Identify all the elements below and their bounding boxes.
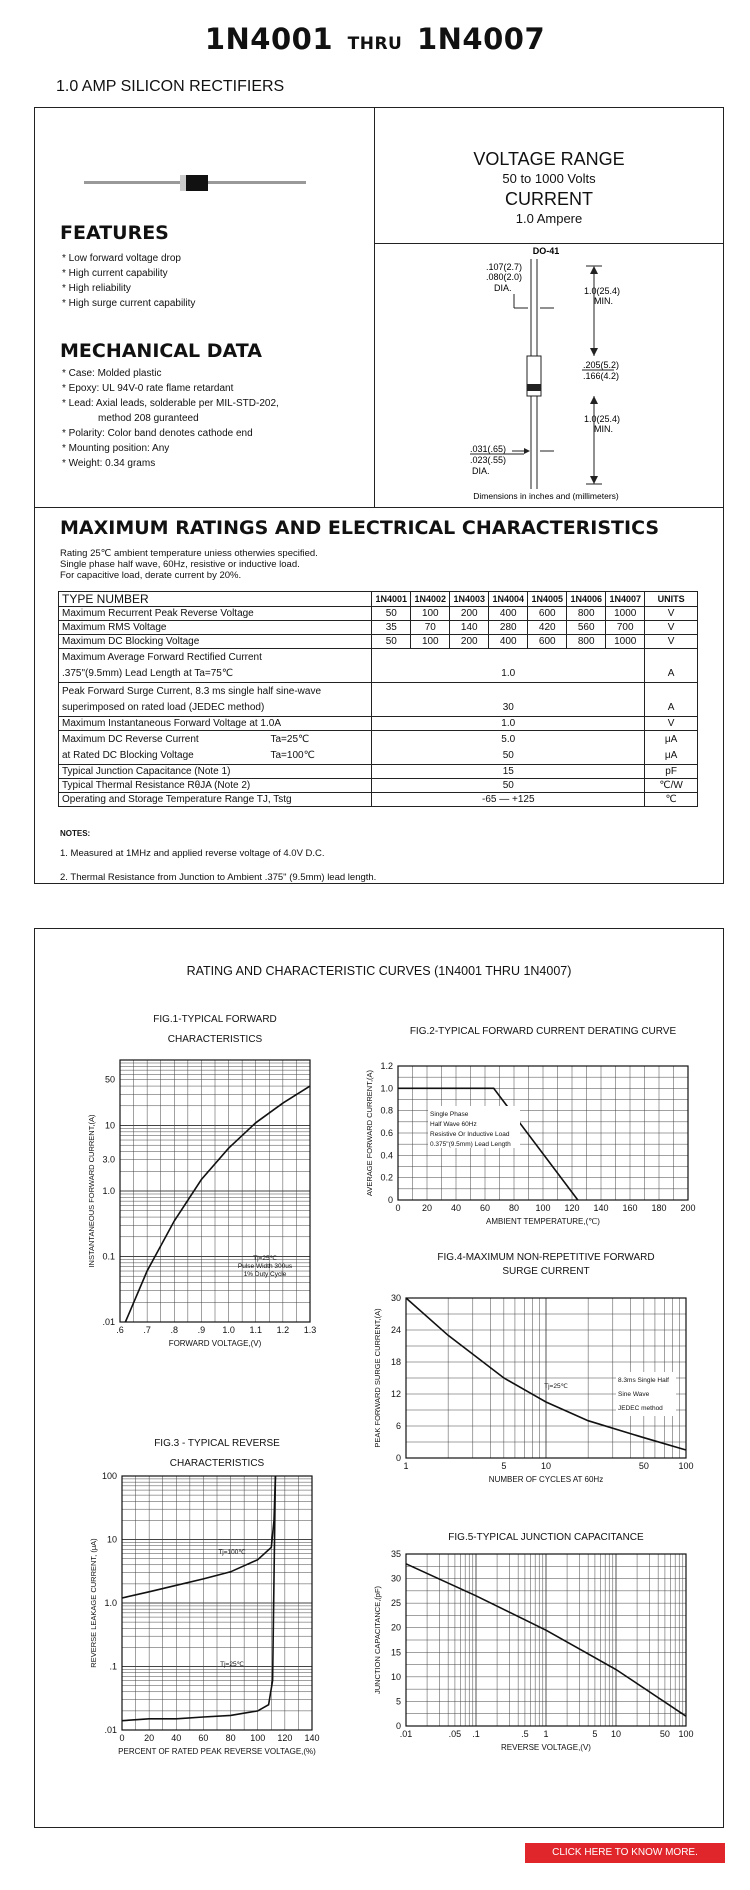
y-tick-label: 24 (390, 1325, 401, 1335)
x-tick-label: 0 (395, 1203, 401, 1213)
y-tick-label: 0 (387, 1195, 393, 1205)
annotation: Resistive Or Inductive Load (430, 1131, 510, 1138)
current-value: 1.0 Ampere (515, 211, 583, 226)
x-tick-label: .9 (197, 1325, 206, 1335)
table-row: Maximum Instantaneous Forward Voltage at 1.0A 1.0 V (59, 717, 698, 731)
x-tick-label: 1.2 (276, 1325, 290, 1335)
x-tick-label: 10 (540, 1461, 552, 1471)
table-header-row: TYPE NUMBER 1N4001 1N4002 1N4003 1N4004 1N4005 1N4006 1N4007 UNITS (59, 592, 698, 607)
notes-heading: NOTES: (60, 829, 91, 838)
chart-fig3 (89, 1438, 320, 1756)
x-tick-label: 40 (450, 1203, 462, 1213)
features-heading: FEATURES (60, 222, 169, 244)
x-tick-label: 1 (403, 1461, 409, 1471)
table-row: Peak Forward Surge Current, 8.3 ms single half sine-wave (59, 683, 698, 700)
x-axis-label: NUMBER OF CYCLES AT 60Hz (488, 1475, 604, 1484)
y-tick-label: .01 (104, 1725, 117, 1735)
y-tick-label: 20 (390, 1622, 401, 1633)
chart-fig2 (365, 1026, 696, 1226)
svg-text:.080(2.0): .080(2.0) (486, 272, 523, 282)
x-axis-label: FORWARD VOLTAGE,(V) (168, 1339, 262, 1348)
series-line (122, 1476, 275, 1598)
chart-fig5 (373, 1532, 694, 1752)
x-tick-label: .01 (399, 1729, 413, 1739)
y-tick-label: 15 (390, 1647, 401, 1658)
ratings-heading: MAXIMUM RATINGS AND ELECTRICAL CHARACTERISTICS (60, 517, 660, 539)
feature-item: * High current capability (62, 268, 168, 279)
x-tick-label: 120 (564, 1203, 580, 1213)
y-tick-label: 0.8 (380, 1105, 393, 1116)
annotation: Pulse Width 300us (237, 1263, 293, 1270)
y-tick-label: 50 (104, 1074, 115, 1085)
annotation: 1% Duty Cycle (243, 1271, 287, 1278)
y-tick-label: 1.0 (102, 1186, 115, 1196)
annotation: Tj=25℃ (544, 1383, 568, 1390)
x-tick-label: 100 (250, 1733, 266, 1743)
chart-title: CHARACTERISTICS (169, 1458, 265, 1469)
y-tick-label: .01 (102, 1317, 115, 1327)
subtitle: 1.0 AMP SILICON RECTIFIERS (56, 78, 285, 95)
x-tick-label: .6 (116, 1325, 124, 1335)
annotation: Tj=100℃ (218, 1549, 246, 1556)
y-axis-label: JUNCTION CAPACITANCE,(pF) (373, 1585, 382, 1695)
x-tick-label: 100 (678, 1461, 694, 1471)
svg-text:DIA.: DIA. (472, 466, 490, 476)
annotation: Single Phase (430, 1111, 469, 1118)
y-tick-label: 10 (106, 1534, 117, 1545)
x-tick-label: 200 (680, 1203, 696, 1213)
y-axis-label: PEAK FORWARD SURGE CURRENT,(A) (373, 1308, 382, 1448)
y-tick-label: 0.4 (380, 1150, 393, 1161)
mechanical-heading: MECHANICAL DATA (60, 340, 262, 362)
x-tick-label: 1.3 (303, 1325, 317, 1335)
series-line (125, 1086, 310, 1322)
x-tick-label: 10 (610, 1729, 622, 1739)
x-tick-label: 60 (198, 1733, 209, 1743)
table-row: Maximum RMS Voltage 35 70 140 280 420 560 700 V (59, 621, 698, 635)
x-tick-label: 20 (421, 1203, 433, 1213)
x-tick-label: 20 (144, 1733, 155, 1743)
annotation: Tj=25℃ (253, 1255, 277, 1262)
feature-item: * Low forward voltage drop (62, 253, 181, 264)
y-tick-label: 1.0 (104, 1598, 117, 1608)
feature-item: * High reliability (62, 283, 131, 294)
x-tick-label: 140 (593, 1203, 609, 1213)
title-part-number-end: 1N4007 (416, 22, 546, 56)
y-tick-label: 5 (395, 1696, 401, 1707)
y-tick-label: 6 (395, 1421, 401, 1431)
x-tick-label: 80 (508, 1203, 520, 1213)
mechanical-item: * Epoxy: UL 94V-0 rate flame retardant (62, 383, 234, 394)
chart-title: CHARACTERISTICS (167, 1034, 263, 1045)
mechanical-item: * Weight: 0.34 grams (62, 458, 156, 469)
mechanical-item: * Lead: Axial leads, solderable per MIL-STD-202, (62, 398, 279, 409)
y-axis-label: AVERAGE FORWARD CURRENT,(A) (365, 1069, 374, 1197)
title-thru: THRU (347, 34, 403, 54)
table-row: Typical Thermal Resistance RθJA (Note 2) 50 ℃/W (59, 779, 698, 793)
x-tick-label: .1 (472, 1729, 480, 1739)
voltage-range-heading: VOLTAGE RANGE (473, 149, 625, 169)
chart-title: FIG.2-TYPICAL FORWARD CURRENT DERATING CURVE (409, 1026, 677, 1037)
table-row: Maximum Recurrent Peak Reverse Voltage 50 100 200 400 600 800 1000 V (59, 607, 698, 621)
chart-title: FIG.3 - TYPICAL REVERSE (154, 1438, 280, 1449)
svg-text:MIN.: MIN. (594, 424, 613, 434)
annotation: 0.375"(9.5mm) Lead Length (430, 1141, 511, 1148)
annotation: 8.3ms Single Half (618, 1377, 669, 1384)
note-1: 1. Measured at 1MHz and applied reverse voltage of 4.0V D.C. (60, 848, 325, 859)
table-row: .375"(9.5mm) Lead Length at Ta=75℃ 1.0 A (59, 666, 698, 683)
x-tick-label: .8 (170, 1325, 179, 1335)
x-tick-label: 5 (592, 1729, 598, 1739)
note-2: 2. Thermal Resistance from Junction to Ambient .375" (9.5mm) lead length. (60, 872, 377, 883)
x-tick-label: 50 (638, 1461, 649, 1471)
x-tick-label: 160 (622, 1203, 638, 1213)
svg-text:.023(.55): .023(.55) (470, 455, 507, 465)
title-part-number-start: 1N4001 (204, 22, 334, 56)
y-tick-label: 10 (390, 1671, 401, 1682)
current-heading: CURRENT (505, 189, 593, 209)
annotation: Half Wave 60Hz (430, 1121, 477, 1128)
y-tick-label: 0 (395, 1721, 401, 1731)
y-tick-label: 12 (390, 1389, 401, 1399)
dimension-note: Dimensions in inches and (millimeters) (473, 491, 619, 501)
table-row: Maximum Average Forward Rectified Current (59, 649, 698, 666)
y-tick-label: 0 (395, 1453, 401, 1463)
ratings-intro: Rating 25℃ ambient temperature uniess otherwies specified. Single phase half wave, 60Hz, resistive or inductive load. For capacitive load, derate current by 20%. (60, 548, 318, 581)
annotation: JEDEC method (618, 1405, 663, 1412)
x-tick-label: 40 (171, 1733, 182, 1743)
y-tick-label: 0.2 (380, 1172, 393, 1183)
x-tick-label: 5 (501, 1461, 507, 1471)
x-tick-label: 60 (479, 1203, 491, 1213)
y-tick-label: 25 (390, 1598, 401, 1609)
table-row: Maximum DC Reverse Current Ta=25℃ 5.0 μA (59, 731, 698, 748)
y-tick-label: 0.6 (380, 1128, 393, 1138)
annotation: Tj=25℃ (220, 1661, 244, 1668)
x-axis-label: REVERSE VOLTAGE,(V) (501, 1743, 591, 1752)
know-more-button[interactable]: CLICK HERE TO KNOW MORE. (525, 1843, 725, 1863)
package-name: DO-41 (532, 246, 560, 256)
x-axis-label: PERCENT OF RATED PEAK REVERSE VOLTAGE,(%) (118, 1747, 316, 1756)
x-tick-label: 140 (304, 1733, 320, 1743)
table-row: Operating and Storage Temperature Range TJ, Tstg -65 — +125 ℃ (59, 793, 698, 807)
table-row: Maximum DC Blocking Voltage 50 100 200 400 600 800 1000 V (59, 635, 698, 649)
x-tick-label: .5 (521, 1729, 529, 1739)
y-tick-label: 1.0 (380, 1083, 393, 1094)
curves-heading: RATING AND CHARACTERISTIC CURVES (1N4001 THRU 1N4007) (186, 964, 572, 978)
svg-text:MIN.: MIN. (594, 296, 613, 306)
y-tick-label: 3.0 (102, 1154, 115, 1165)
svg-text:.166(4.2): .166(4.2) (583, 371, 620, 381)
table-row: Typical Junction Capacitance (Note 1) 15 pF (59, 765, 698, 779)
chart-title: FIG.4-MAXIMUM NON-REPETITIVE FORWARD (437, 1252, 655, 1263)
annotation: Sine Wave (618, 1391, 650, 1398)
y-tick-label: 30 (390, 1573, 401, 1584)
y-axis-label: REVERSE LEAKAGE CURRENT, (μA) (89, 1538, 98, 1668)
mechanical-item: * Mounting position: Any (62, 443, 170, 454)
y-tick-label: 35 (390, 1549, 401, 1559)
table-row: at Rated DC Blocking Voltage Ta=100℃ 50 μA (59, 748, 698, 765)
svg-text:.205(5.2): .205(5.2) (583, 360, 620, 370)
chart-fig4 (373, 1252, 694, 1484)
x-tick-label: 1.1 (249, 1325, 262, 1335)
y-tick-label: 0.1 (102, 1251, 115, 1262)
y-tick-label: 100 (101, 1471, 117, 1481)
mechanical-item: method 208 guranteed (98, 413, 199, 424)
chart-title: SURGE CURRENT (502, 1266, 590, 1277)
svg-text:.107(2.7): .107(2.7) (486, 262, 523, 272)
y-tick-label: .1 (109, 1661, 117, 1672)
x-tick-label: .7 (143, 1325, 151, 1335)
svg-text:.031(.65): .031(.65) (470, 444, 507, 454)
mechanical-item: * Case: Molded plastic (62, 368, 162, 379)
feature-item: * High surge current capability (62, 298, 196, 309)
x-tick-label: 50 (659, 1729, 670, 1739)
x-tick-label: 80 (225, 1733, 236, 1743)
table-row: superimposed on rated load (JEDEC method) 30 A (59, 700, 698, 717)
x-tick-label: 1 (543, 1729, 549, 1739)
y-axis-label: INSTANTANEOUS FORWARD CURRENT,(A) (87, 1114, 96, 1268)
x-tick-label: .05 (448, 1729, 462, 1739)
y-tick-label: 1.2 (380, 1061, 393, 1071)
chart-title: FIG.5-TYPICAL JUNCTION CAPACITANCE (448, 1532, 644, 1543)
svg-text:1.0(25.4): 1.0(25.4) (584, 414, 621, 424)
svg-text:1.0(25.4): 1.0(25.4) (584, 286, 621, 296)
voltage-range-value: 50 to 1000 Volts (502, 171, 596, 186)
x-axis-label: AMBIENT TEMPERATURE,(℃) (486, 1217, 600, 1226)
chart-title: FIG.1-TYPICAL FORWARD (153, 1014, 277, 1025)
series-line (122, 1476, 275, 1721)
x-tick-label: 100 (535, 1203, 551, 1213)
x-tick-label: 0 (119, 1733, 125, 1743)
x-tick-label: 180 (651, 1203, 667, 1213)
x-tick-label: 1.0 (222, 1325, 235, 1335)
x-tick-label: 120 (277, 1733, 293, 1743)
chart-fig1 (87, 1014, 316, 1348)
y-tick-label: 18 (390, 1357, 401, 1367)
mechanical-item: * Polarity: Color band denotes cathode end (62, 428, 253, 439)
x-tick-label: 100 (678, 1729, 694, 1739)
svg-text:DIA.: DIA. (494, 283, 512, 293)
y-tick-label: 10 (104, 1120, 115, 1131)
y-tick-label: 30 (390, 1293, 401, 1303)
